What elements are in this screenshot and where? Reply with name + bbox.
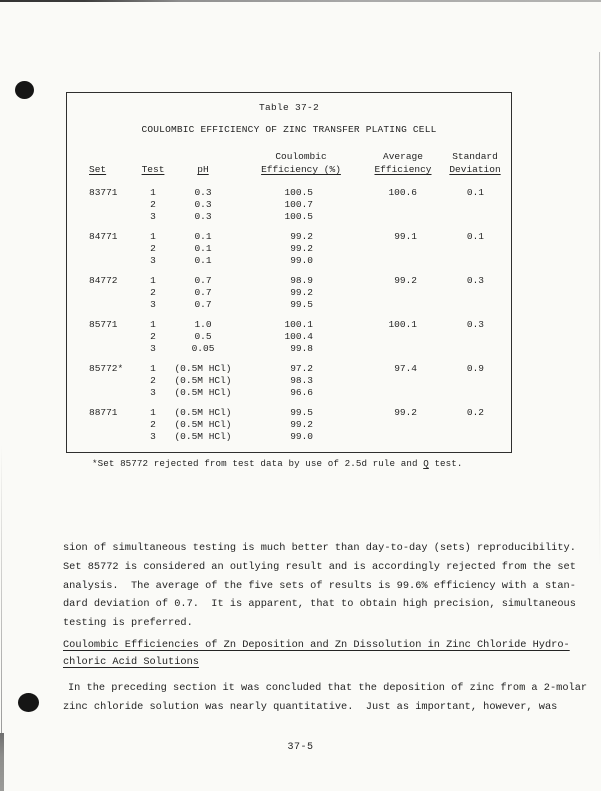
cell-ph: 0.3 xyxy=(194,199,212,210)
paragraph-preceding-section xyxy=(63,679,588,717)
body-line: zinc chloride solution was nearly quantitative. Just as important, however, was xyxy=(63,701,558,713)
table-header-row-1 xyxy=(67,151,511,163)
body-line: analysis. The average of the five sets of results is 99.6% efficiency with a stan- xyxy=(63,579,576,592)
cell-set: 85771 xyxy=(89,319,118,330)
heading-line: chloric Acid Solutions xyxy=(63,656,199,668)
cell-efficiency: 99.5 xyxy=(290,407,313,418)
table-row xyxy=(67,431,511,443)
cell-ph: 0.7 xyxy=(194,287,212,298)
cell-test: 2 xyxy=(150,199,156,210)
column-header-standard: Standard xyxy=(452,151,498,162)
table-row xyxy=(67,275,511,287)
cell-efficiency: 96.6 xyxy=(290,387,313,398)
cell-efficiency: 100.4 xyxy=(284,331,313,342)
cell-efficiency: 99.5 xyxy=(290,299,313,310)
cell-stddev: 0.3 xyxy=(466,319,484,330)
table-row xyxy=(67,211,511,223)
cell-average: 100.6 xyxy=(388,187,417,198)
cell-test: 2 xyxy=(150,419,156,430)
cell-ph: (0.5M HCl) xyxy=(174,431,232,442)
table-group-85771 xyxy=(67,319,511,355)
cell-set: 88771 xyxy=(89,407,118,418)
cell-ph: 0.05 xyxy=(191,343,215,354)
table-row xyxy=(67,187,511,199)
cell-average: 99.2 xyxy=(394,407,417,418)
cell-ph: 0.1 xyxy=(194,255,212,266)
table-row xyxy=(67,319,511,331)
cell-test: 1 xyxy=(150,187,156,198)
cell-test: 3 xyxy=(150,387,156,398)
hole-punch-mark-top xyxy=(15,81,34,99)
cell-set: 85772* xyxy=(89,363,124,374)
cell-average: 97.4 xyxy=(394,363,417,374)
cell-efficiency: 100.1 xyxy=(284,319,313,330)
cell-average: 100.1 xyxy=(388,319,417,330)
footnote-text: *Set 85772 rejected from test data by use of 2.5d rule and xyxy=(92,458,424,469)
cell-ph: 1.0 xyxy=(194,319,212,330)
cell-efficiency: 99.2 xyxy=(290,419,313,430)
cell-efficiency: 100.7 xyxy=(284,199,313,210)
cell-set: 84772 xyxy=(89,275,118,286)
table-group-84772 xyxy=(67,275,511,311)
cell-average: 99.1 xyxy=(394,231,417,242)
cell-efficiency: 100.5 xyxy=(284,211,313,222)
scan-edge-right xyxy=(599,52,600,567)
column-header-test: Test xyxy=(141,164,165,175)
cell-stddev: 0.2 xyxy=(466,407,484,418)
cell-ph: (0.5M HCl) xyxy=(174,363,232,374)
column-header-deviation: Deviation xyxy=(449,164,501,175)
table-row xyxy=(67,375,511,387)
table-row xyxy=(67,231,511,243)
cell-ph: 0.1 xyxy=(194,243,212,254)
cell-efficiency: 99.0 xyxy=(290,255,313,266)
cell-ph: (0.5M HCl) xyxy=(174,407,232,418)
column-header-set: Set xyxy=(89,164,107,175)
column-header-efficiency: Efficiency xyxy=(374,164,432,175)
table-group-83771 xyxy=(67,187,511,223)
body-line: sion of simultaneous testing is much better than day-to-day (sets) reproducibility. xyxy=(63,542,576,554)
footnote-text-end: test. xyxy=(428,458,463,469)
cell-test: 1 xyxy=(150,363,156,374)
cell-efficiency: 97.2 xyxy=(290,363,313,374)
footnote-q-underlined: Q xyxy=(423,458,429,469)
body-line: testing is preferred. xyxy=(63,617,193,630)
table-row xyxy=(67,343,511,355)
paragraph-continuation xyxy=(63,539,576,633)
cell-efficiency: 99.2 xyxy=(290,243,313,254)
cell-set: 83771 xyxy=(89,187,118,198)
cell-test: 1 xyxy=(150,231,156,242)
cell-stddev: 0.9 xyxy=(466,363,484,374)
column-header-average: Average xyxy=(383,151,423,162)
cell-ph: (0.5M HCl) xyxy=(174,387,232,398)
table-row xyxy=(67,287,511,299)
cell-efficiency: 99.2 xyxy=(290,287,313,298)
table-group-88771 xyxy=(67,407,511,443)
cell-test: 1 xyxy=(150,407,156,418)
cell-efficiency: 99.2 xyxy=(290,231,313,242)
cell-stddev: 0.1 xyxy=(466,187,484,198)
cell-set: 84771 xyxy=(89,231,118,242)
column-header-coulombic: Coulombic xyxy=(275,151,327,162)
cell-stddev: 0.3 xyxy=(466,275,484,286)
data-table xyxy=(66,92,512,453)
table-row xyxy=(67,255,511,267)
cell-test: 2 xyxy=(150,243,156,254)
cell-ph: (0.5M HCl) xyxy=(174,419,232,430)
hole-punch-mark-bottom xyxy=(18,693,39,712)
heading-line: Coulombic Efficiencies of Zn Deposition and Zn Dissolution in Zinc Chloride Hydro- xyxy=(63,639,570,651)
table-title: Table 37-2 xyxy=(258,102,319,113)
table-row xyxy=(67,299,511,311)
body-line: In the preceding section it was concluded that the deposition of zinc from a 2-molar xyxy=(68,682,588,694)
cell-ph: 0.7 xyxy=(194,275,212,286)
body-line: Set 85772 is considered an outlying result and is accordingly rejected from the set xyxy=(63,560,576,573)
cell-efficiency: 100.5 xyxy=(284,187,313,198)
table-row xyxy=(67,407,511,419)
column-header-efficiency-pct: Efficiency (%) xyxy=(261,164,341,175)
cell-test: 1 xyxy=(150,319,156,330)
table-row xyxy=(67,243,511,255)
cell-ph: (0.5M HCl) xyxy=(174,375,232,386)
cell-test: 2 xyxy=(150,331,156,342)
table-subtitle: COULOMBIC EFFICIENCY OF ZINC TRANSFER PLATING CELL xyxy=(141,124,437,135)
column-header-ph: pH xyxy=(197,164,209,175)
cell-average: 99.2 xyxy=(394,275,417,286)
table-row xyxy=(67,331,511,343)
table-row xyxy=(67,387,511,399)
cell-ph: 0.3 xyxy=(194,211,212,222)
cell-test: 2 xyxy=(150,287,156,298)
cell-test: 3 xyxy=(150,299,156,310)
table-header-row-2 xyxy=(67,164,511,176)
cell-test: 3 xyxy=(150,343,156,354)
table-group-84771 xyxy=(67,231,511,267)
table-group-85772 xyxy=(67,363,511,399)
body-line: dard deviation of 0.7. It is apparent, that to obtain high precision, simultaneous xyxy=(63,598,576,611)
table-body xyxy=(67,187,511,451)
cell-ph: 0.5 xyxy=(194,331,212,342)
scan-edge-left xyxy=(1,445,2,733)
cell-ph: 0.1 xyxy=(194,231,212,242)
scan-edge-top xyxy=(0,0,601,2)
cell-ph: 0.7 xyxy=(194,299,212,310)
cell-test: 3 xyxy=(150,255,156,266)
cell-efficiency: 99.8 xyxy=(290,343,313,354)
table-row xyxy=(67,199,511,211)
cell-stddev: 0.1 xyxy=(466,231,484,242)
table-row xyxy=(67,363,511,375)
page-number: 37-5 xyxy=(287,742,314,753)
cell-test: 3 xyxy=(150,431,156,442)
cell-test: 2 xyxy=(150,375,156,386)
table-row xyxy=(67,419,511,431)
cell-efficiency: 99.0 xyxy=(290,431,313,442)
cell-ph: 0.3 xyxy=(194,187,212,198)
table-footnote xyxy=(92,458,463,469)
cell-test: 1 xyxy=(150,275,156,286)
cell-efficiency: 98.3 xyxy=(290,375,313,386)
section-heading xyxy=(63,637,570,671)
cell-test: 3 xyxy=(150,211,156,222)
cell-efficiency: 98.9 xyxy=(290,275,313,286)
